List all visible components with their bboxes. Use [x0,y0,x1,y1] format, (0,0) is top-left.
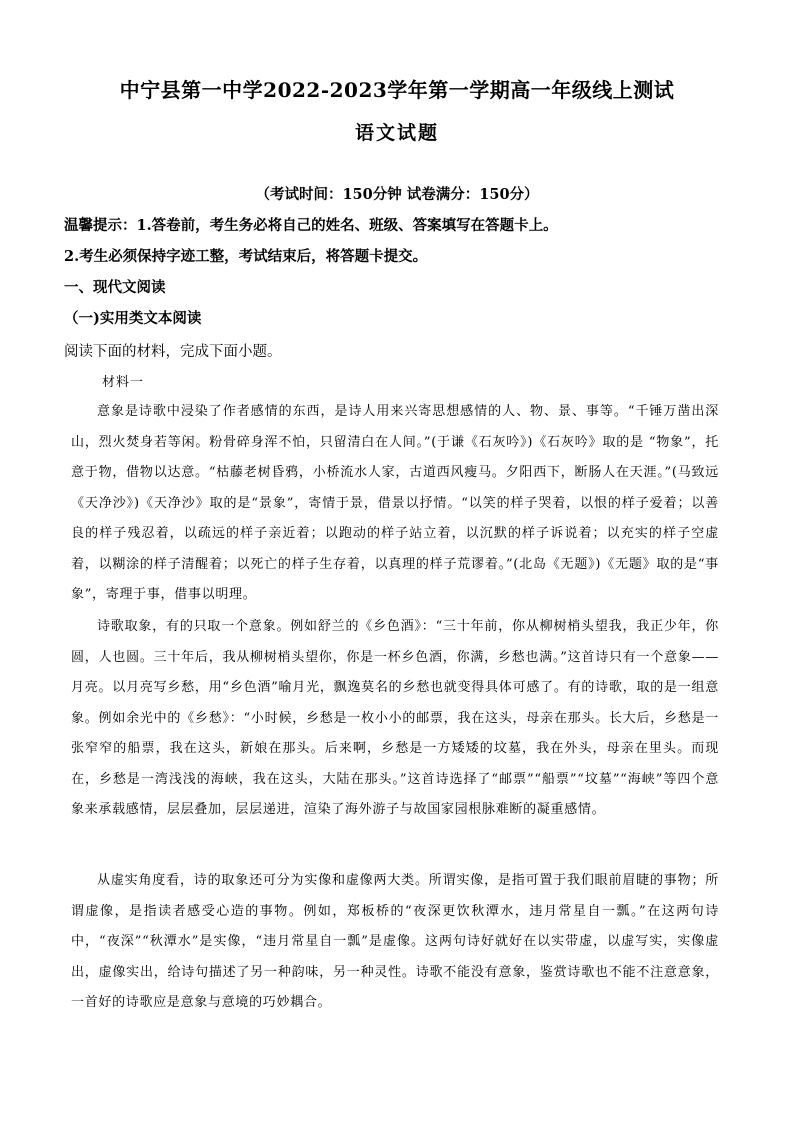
reminder-line-2: 2.考生必须保持字迹工整，考试结束后，将答题卡提交。 [64,248,428,265]
material-paragraph: 意象是诗歌中浸染了作者感情的东西，是诗人用来兴寄思想感情的人、物、景、事等。“千锤万凿出深山，烈火焚身若等闲。粉骨碎身浑不怕，只留清白在人间。”(于谦《石灰吟》)《石灰吟》取的是 “物象”，托意于物，借物以达意。“枯藤老树昏鸦，小桥流水人家，古道西风瘦马。夕阳西下，断肠人在天涯。”(马致远《天净沙》)《天净沙》取的是“景象”，寄情于景，借景以抒情。“以笑的样子哭着，以恨的样子爱着；以善良的样子残忍着，以疏远的样子亲近着；以跑动的样子站立着，以沉默的样子诉说着；以充实的样子空虚着，以糊涂的样子清醒着；以死亡的样子生存着，以真理的样子荒谬着。”(北岛《无题》)《无题》取的是“事象”，寄理于事，借事以明理。 [71,404,719,602]
material-label: 材料一 [102,375,145,390]
material-paragraph: 诗歌取象，有的只取一个意象。例如舒兰的《乡色酒》：“三十年前，你从柳树梢头望我，我正少年，你圆，人也圆。三十年后，我从柳树梢头望你，你是一杯乡色酒，你满，乡愁也满。”这首诗只有一个意象——月亮。以月亮写乡愁，用“乡色酒”喻月光，飘逸莫名的乡愁也就变得具体可感了。有的诗歌，取的是一组意象。例如余光中的《乡愁》：“小时候，乡愁是一枚小小的邮票，我在这头，母亲在那头。长大后，乡愁是一张窄窄的船票，我在这头，新娘在那头。后来啊，乡愁是一方矮矮的坟墓，我在外头，母亲在里头。而现在，乡愁是一湾浅浅的海峡，我在这头，大陆在那头。”这首诗选择了“邮票”“船票”“坟墓”“海峡”等四个意象来承载感情，层层叠加，层层递进，渲染了海外游子与故国家园根脉难断的凝重感情。 [71,619,719,817]
section-instruction: 阅读下面的材料，完成下面小题。 [64,344,282,360]
material-paragraph: 从虚实角度看，诗的取象还可分为实像和虚像两大类。所谓实像，是指可置于我们眼前眉睫的事物；所谓虚像，是指读者感受心造的事物。例如，郑板桥的“夜深更饮秋潭水，违月常星自一瓢。”在这两句诗中，“夜深”“秋潭水”是实像，“违月常星自一瓢”是虚像。这两句诗好就好在以实带虚，以虚写实，实像虚出，虚像实出，给诗句描述了另一种韵味，另一种灵性。诗歌不能没有意象，鉴赏诗歌也不能不注意意象，一首好的诗歌应是意象与意境的巧妙耦合。 [71,873,719,1010]
exam-info: （考试时间：150分钟 试卷满分：150分） [255,186,539,203]
document-subtitle: 语文试题 [354,122,439,144]
reminder-line-1: 温馨提示：1.答卷前，考生务必将自己的姓名、班级、答案填写在答题卡上。 [64,217,558,234]
document-title: 中宁县第一中学2022-2023学年第一学期高一年级线上测试 [119,78,675,102]
section-heading: 一、现代文阅读 [64,279,166,296]
section-subheading: （一)实用类文本阅读 [64,310,202,327]
